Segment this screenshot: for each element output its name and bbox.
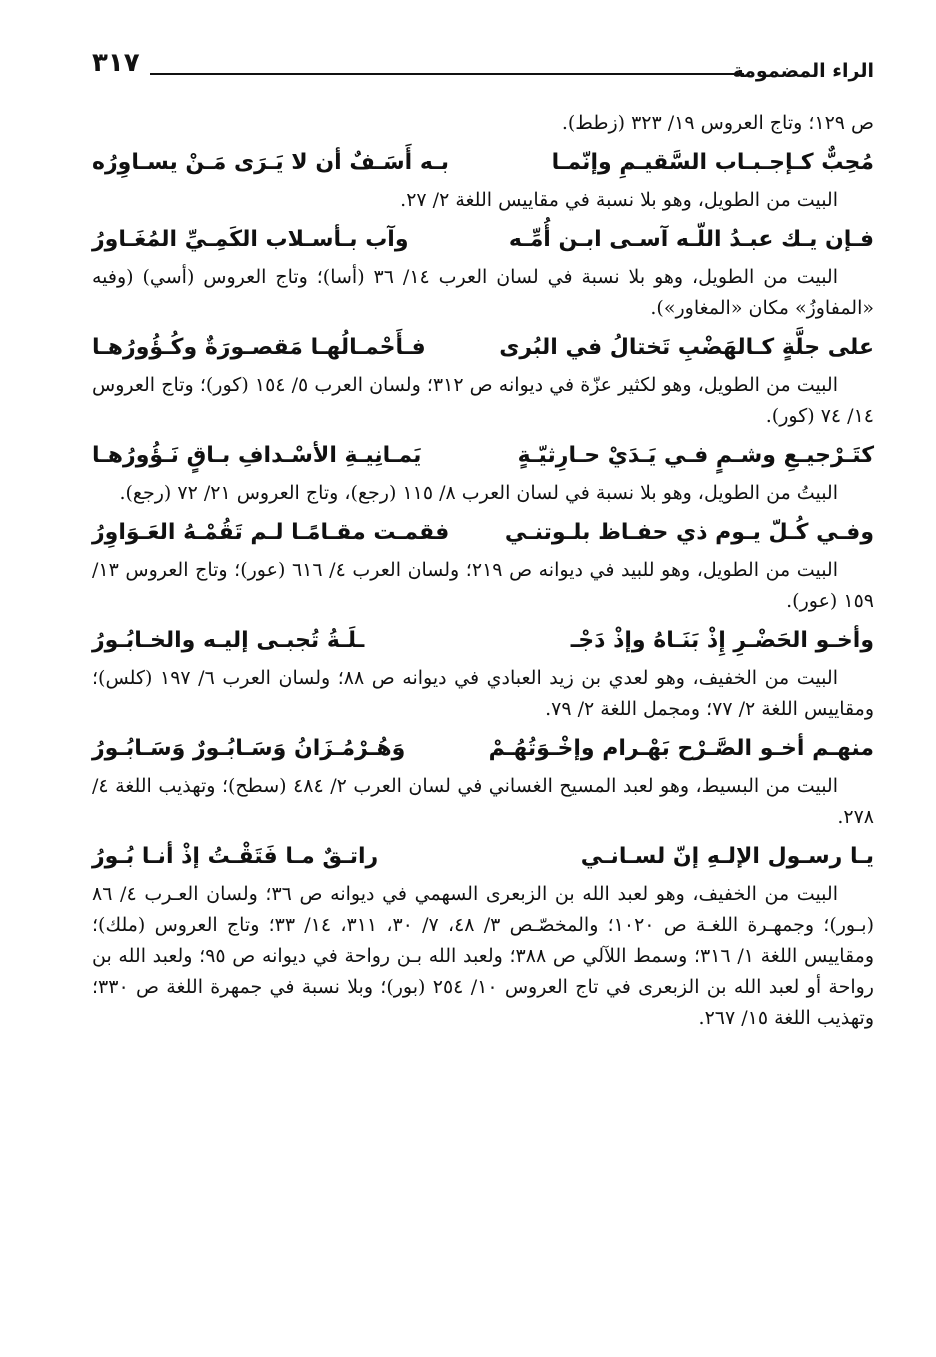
page-number: ٣١٧ [92,48,140,78]
second-hemistich: يَمـانِيـةِ الأسْـدافِ بـاقٍ نَـؤُورُهـا [92,443,422,468]
page-body [92,108,874,1040]
verse-line [92,330,874,366]
verse-note: البيت من الخفيف، وهو لعبد الله بن الزبعرى السهمي في ديوانه ص ٣٦؛ ولسان العـرب ٤/ ٨٦ (بـور)؛ وجمهـرة اللغـة ص ١٠٢٠؛ والمخصّـص ٣/ ٤٨، ٧/ ٣٠، ٣١١، ١٤/ ٣٣؛ وتاج العروس (ملك)؛ ومقاييس اللغة ١/ ٣١٦؛ وسمط اللآلي ص ٣٨٨؛ ولعبد الله بـن رواحة في ديوانه ص ٩٥؛ ولعبد الله بن رواحة أو لعبد الله بن الزبعرى في تاج العروس ١٠/ ٢٥٤ (بور)؛ وبلا نسبة في جمهرة اللغة ص ٣٣٠؛ وتهذيب اللغة ١٥/ ٢٦٧. [92,883,874,1029]
verse-line [92,623,874,659]
verse-line [92,145,874,181]
verse-entry-6 [92,623,874,725]
verse-entry-3 [92,330,874,432]
verse-entry-7 [92,731,874,833]
verse-note: البيت من البسيط، وهو لعبد المسيح الغساني في لسان العرب ٢/ ٤٨٤ (سطح)؛ وتهذيب اللغة ٤/ ٢٧٨. [92,775,874,828]
verse-entry-5 [92,515,874,617]
running-title: الراء المضمومة [732,60,874,82]
verse-line [92,222,874,258]
verse-note: البيت من الطويل، وهو بلا نسبة في لسان العرب ١٤/ ٣٦ (أسا)؛ وتاج العروس (أسي) (وفيه «المفاوزُ» مكان «المغاور»). [92,266,874,319]
first-hemistich: وأخـو الحَضْـرِ إِذْ بَنَـاهُ وإذْ دَجْـ [570,628,874,653]
first-hemistich: مُحِبٌّ كـإجـبـاب السَّقيـمِ وإنّمـا [551,150,874,175]
first-hemistich: كتَـرْجيـعِ وشـمٍ فـي يَـدَيْ حـارِثيّـةٍ [517,443,874,468]
second-hemistich: فقمـت مقـامًـا لـم تَقُمْـهُ العَـوَاوِرُ [92,520,450,545]
second-hemistich: بـه أَسَـفٌ أن لا يَـرَى مَـنْ يسـاوِرُه [92,150,449,175]
verse-note: البيت من الخفيف، وهو لعدي بن زيد العبادي في ديوانه ص ٨٨؛ ولسان العرب ٦/ ١٩٧ (كلس)؛ ومقاييس اللغة ٢/ ٧٧؛ ومجمل اللغة ٢/ ٧٩. [92,667,874,720]
verse-line [92,515,874,551]
header-rule [150,73,744,75]
verse-entry-4 [92,438,874,509]
second-hemistich: راتـقٌ مـا فَتَقْـتُ إذْ أنـا بُـورُ [92,844,379,869]
first-hemistich: فـإن يـك عبـدُ اللّـه آسـى ابـن أُمِّـه [508,227,874,252]
first-hemistich: على جلَّةٍ كـالهَضْبِ تَختالُ في البُرى [499,335,874,360]
verse-note: البيت من الطويل، وهو لكثير عزّة في ديوانه ص ٣١٢؛ ولسان العرب ٥/ ١٥٤ (كور)؛ وتاج العروس ١٤/ ٧٤ (كور). [92,374,874,427]
second-hemistich: وآب بـأسـلاب الكَمِـيِّ المُغَـاورُ [92,227,409,252]
first-hemistich: وفـي كُـلّ يـوم ذي حفـاظ بلـوتنـي [504,520,874,545]
first-hemistich: منهـم أخـو الصَّـرْح بَهْـرام وإخْـوَتُهُـمْ [488,736,874,761]
verse-line [92,839,874,875]
verse-note: البيت من الطويل، وهو بلا نسبة في مقاييس اللغة ٢/ ٢٧. [400,189,838,211]
verse-note: البيتُ من الطويل، وهو بلا نسبة في لسان العرب ٨/ ١١٥ (رجع)، وتاج العروس ٢١/ ٧٢ (رجع). [119,482,838,504]
verse-entry-8 [92,839,874,1034]
verse-entry-1 [92,145,874,216]
page-header [92,40,874,82]
first-hemistich: يـا رسـول الإلـهِ إنّ لسـانـي [580,844,874,869]
continued-footnote: ص ١٢٩؛ وتاج العروس ١٩/ ٣٢٣ (زطط). [561,112,874,134]
second-hemistich: ـلَـةُ تُجبـى إليـه والخـابُـورُ [92,628,365,653]
verse-note: البيت من الطويل، وهو للبيد في ديوانه ص ٢١٩؛ ولسان العرب ٤/ ٦١٦ (عور)؛ وتاج العروس ١٣/ ١٥٩ (عور). [92,559,874,612]
second-hemistich: وَهُـرْمُـزَانُ وَسَـابُـورٌ وَسَـابُـورُ [92,736,406,761]
verse-entry-2 [92,222,874,324]
second-hemistich: فـأَحْمـالُهـا مَقصـورَةٌ وكُـؤُورُهـا [92,335,426,360]
verse-line [92,731,874,767]
verse-line [92,438,874,474]
